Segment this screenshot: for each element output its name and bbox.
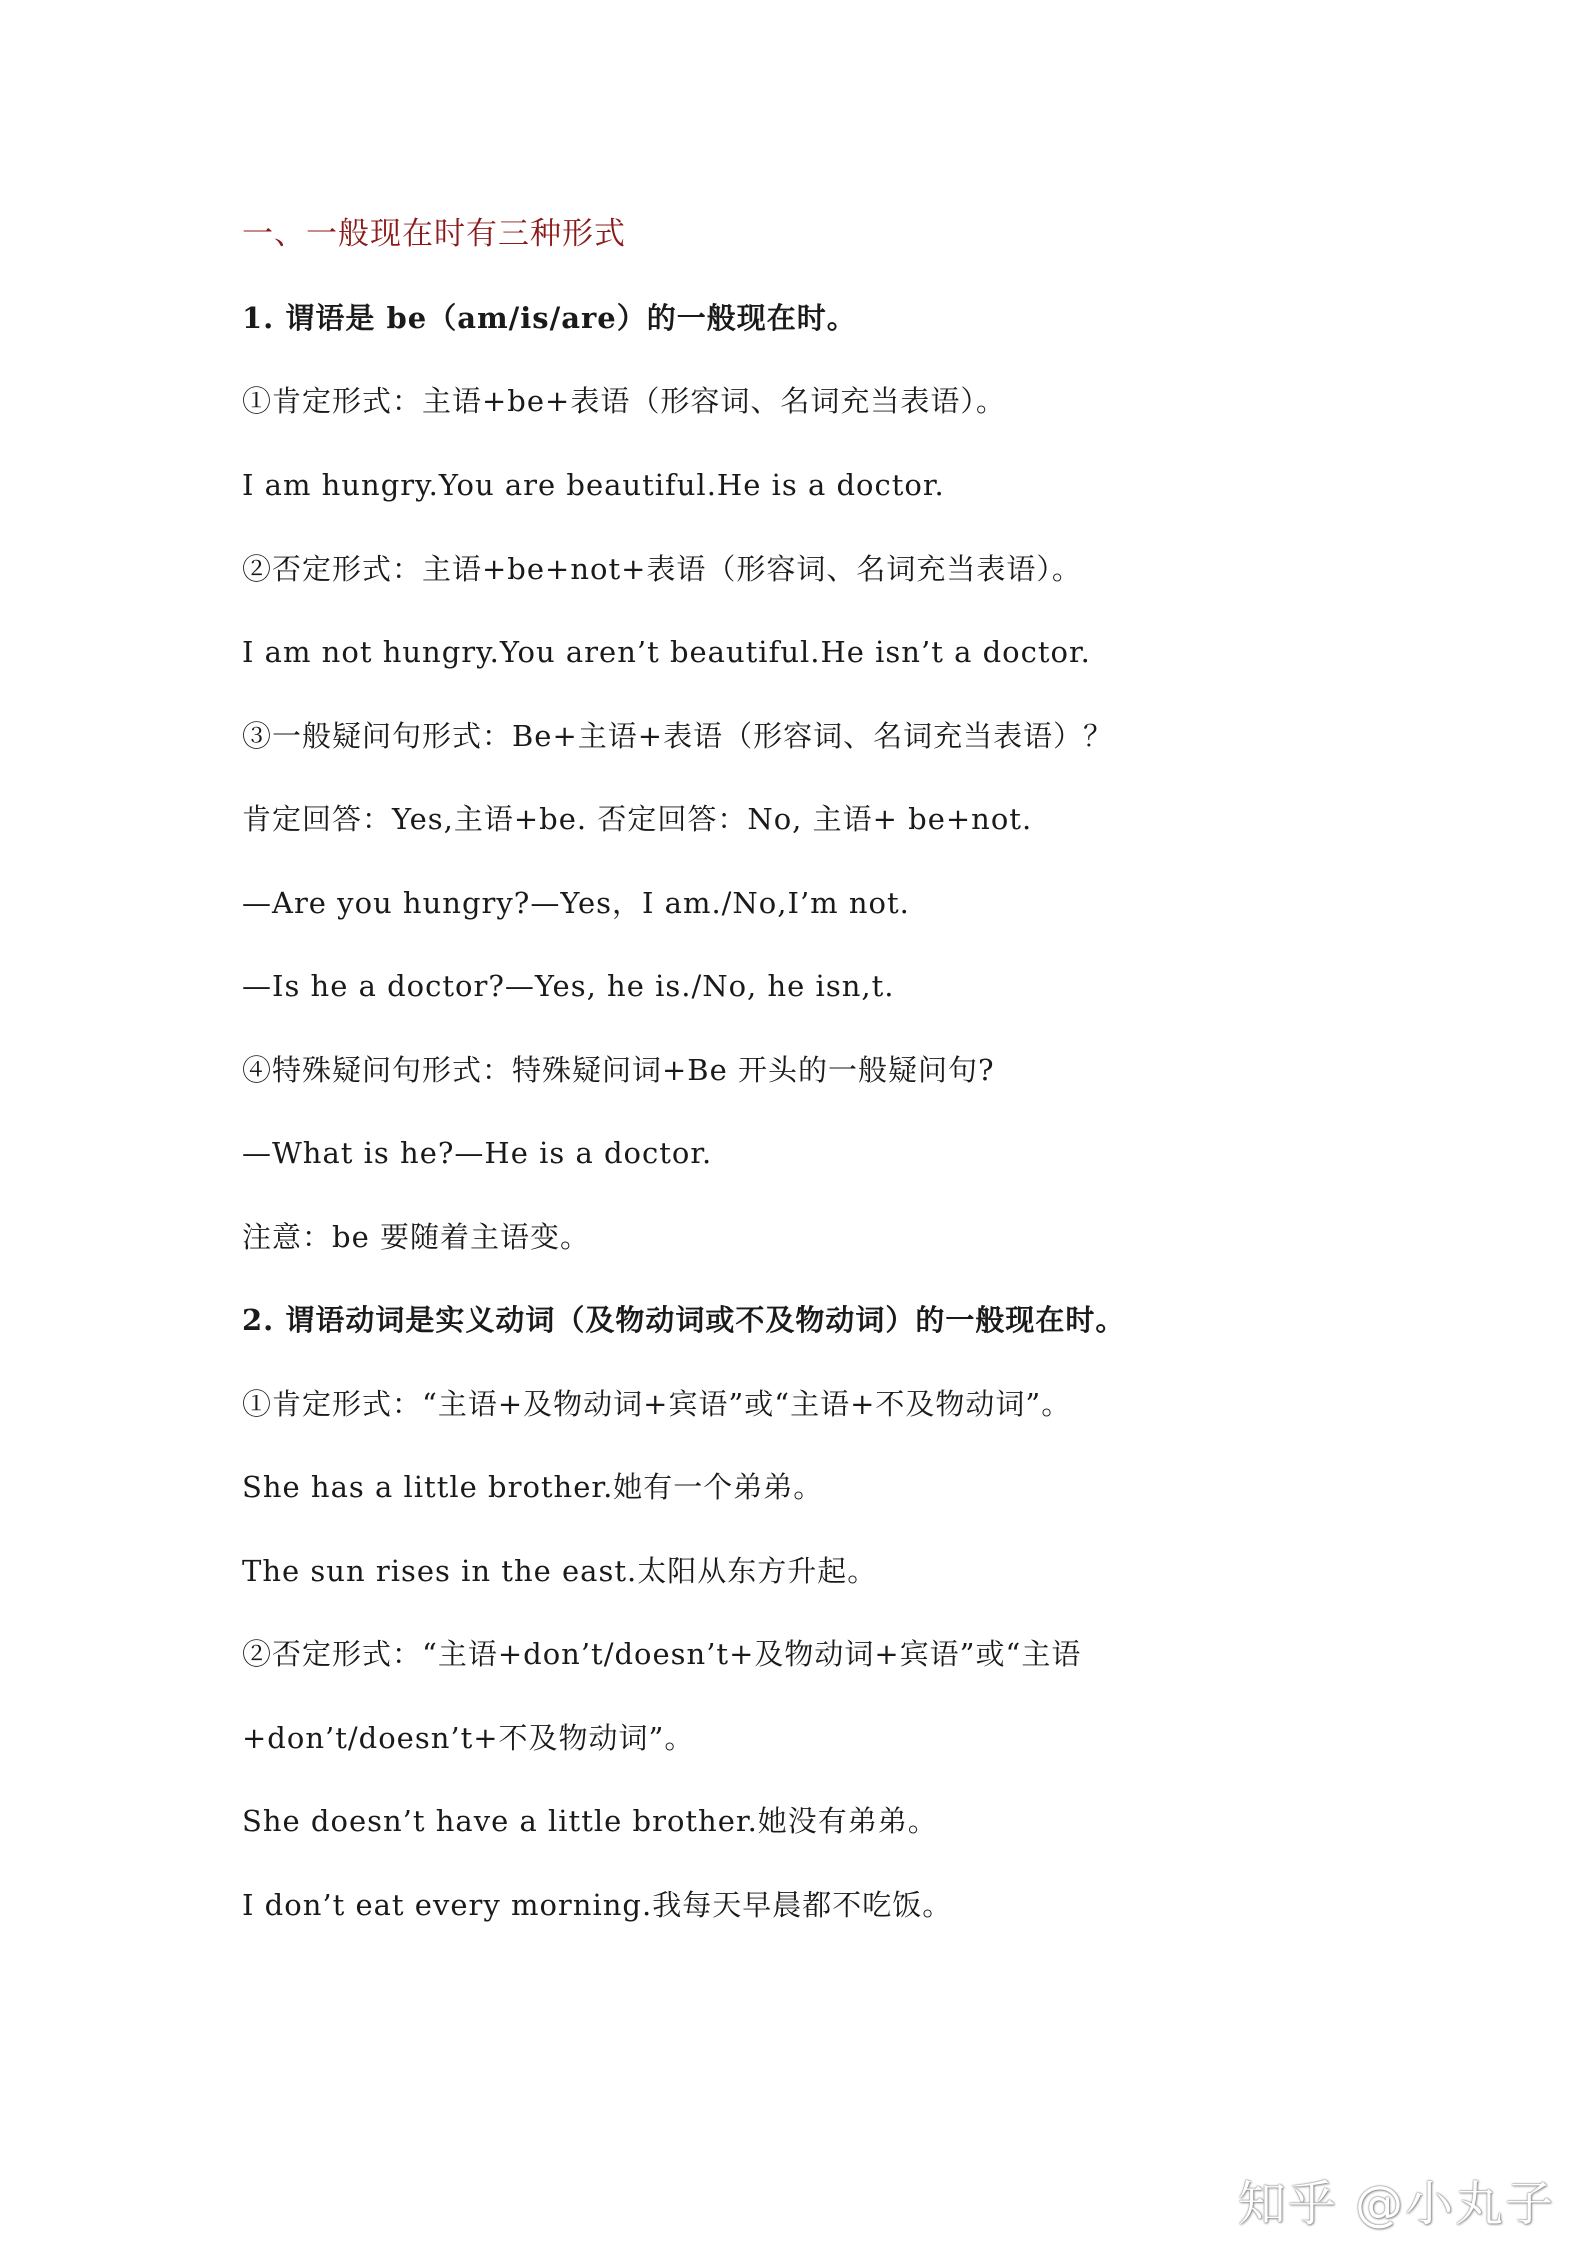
text-line: ①肯定形式：主语+be+表语（形容词、名词充当表语）。 [242,384,1006,418]
text-line: 注意：be 要随着主语变。 [242,1220,590,1254]
text-line: ②否定形式：主语+be+not+表语（形容词、名词充当表语）。 [242,552,1082,586]
text-line: I am not hungry.You aren’t beautiful.He isn’t a doctor. [242,635,1091,669]
text-line: She has a little brother.她有一个弟弟。 [242,1470,824,1504]
text-line: 肯定回答：Yes,主语+be. 否定回答：No, 主语+ be+not. [242,802,1033,836]
text-line: ④特殊疑问句形式：特殊疑问词+Be 开头的一般疑问句? [242,1053,995,1087]
section-heading: 一、一般现在时有三种形式 [242,216,626,252]
text-line: +don’t/doesn’t+不及物动词”。 [242,1721,695,1755]
text-line: —Is he a doctor?—Yes, he is./No, he isn,t. [242,969,895,1003]
text-line: She doesn’t have a little brother.她没有弟弟。 [242,1804,938,1838]
text-line: I am hungry.You are beautiful.He is a doctor. [242,468,945,502]
subheading-2: 2. 谓语动词是实义动词（及物动词或不及物动词）的一般现在时。 [242,1303,1126,1337]
subheading-1: 1. 谓语是 be（am/is/are）的一般现在时。 [242,301,857,335]
text-line: I don’t eat every morning.我每天早晨都不吃饭。 [242,1888,953,1922]
text-line: —Are you hungry?—Yes，I am./No,I’m not. [242,886,910,920]
text-line: ③一般疑问句形式：Be+主语+表语（形容词、名词充当表语）？ [242,719,1114,753]
text-line: The sun rises in the east.太阳从东方升起。 [242,1554,878,1588]
text-line: —What is he?—He is a doctor. [242,1136,713,1170]
watermark: 知乎 @小丸子 [1237,2176,1555,2232]
text-line: ②否定形式：“主语+don’t/doesn’t+及物动词+宾语”或“主语 [242,1637,1082,1671]
text-line: ①肯定形式：“主语+及物动词+宾语”或“主语+不及物动词”。 [242,1387,1072,1421]
